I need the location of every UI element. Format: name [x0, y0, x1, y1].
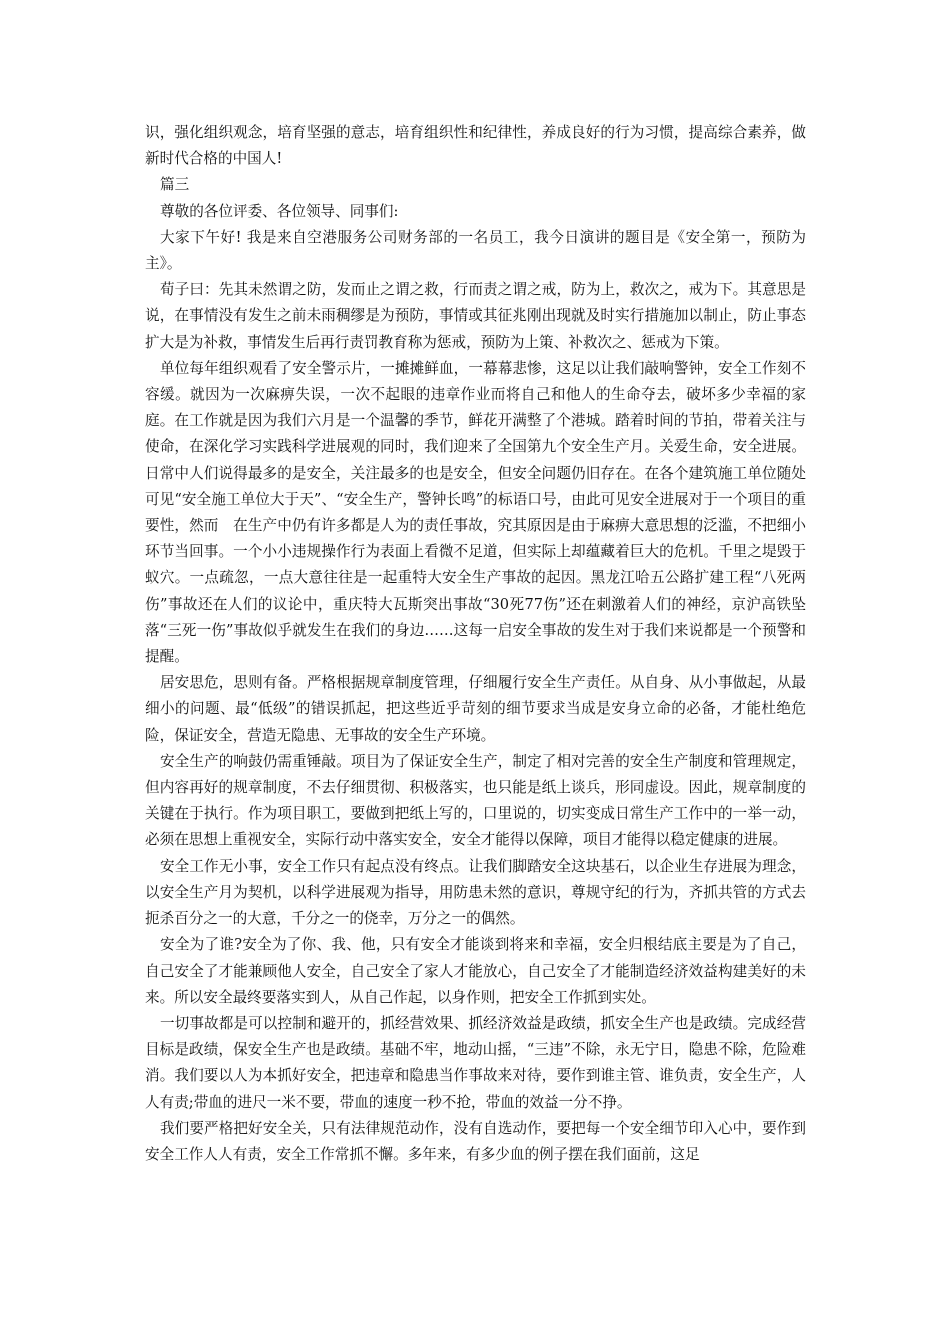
paragraph: 一切事故都是可以控制和避开的，抓经营效果、抓经济效益是政绩，抓安全生产也是政绩。完成经营目标是政绩，保安全生产也是政绩。基础不牢，地动山摇，“三违”不除，永无宁日，隐患不除，危险难消。我们要以人为本抓好安全，把违章和隐患当作事故来对待，要作到谁主管、谁负责，安全生产，人人有责;带血的进尺一米不要，带血的速度一秒不抢，带血的效益一分不挣。: [145, 1014, 806, 1111]
section-heading: 篇三: [160, 176, 190, 194]
paragraph: 我们要严格把好安全关，只有法律规范动作，没有自选动作，要把每一个安全细节印入心中，要作到安全工作人人有责，安全工作常抓不懈。多年来，有多少血的例子摆在我们面前，这足: [145, 1119, 806, 1163]
paragraph: 安全为了谁?安全为了你、我、他，只有安全才能谈到将来和幸福，安全归根结底主要是为了自己，自己安全了才能兼顾他人安全，自己安全了家人才能放心，自己安全了才能制造经济效益构建美好的未来。所以安全最终要落实到人，从自己作起，以身作则，把安全工作抓到实处。: [145, 936, 806, 1006]
paragraph: 大家下午好! 我是来自空港服务公司财务部的一名员工，我今日演讲的题目是《安全第一，预防为主》。: [145, 228, 806, 273]
paragraph: 识，强化组织观念，培育坚强的意志，培育组织性和纪律性，养成良好的行为习惯，提高综合素养，做新时代合格的中国人!: [145, 124, 806, 168]
paragraph: 安全工作无小事，安全工作只有起点没有终点。让我们脚踏安全这块基石，以企业生存进展为理念，以安全生产月为契机，以科学进展观为指导，用防患未然的意识，尊规守纪的行为，齐抓共管的方式去扼杀百分之一的大意，千分之一的侥幸，万分之一的偶然。: [145, 857, 806, 928]
paragraph: 单位每年组织观看了安全警示片，一摊摊鲜血，一幕幕悲惨，这足以让我们敲响警钟，安全工作刻不容缓。就因为一次麻痹失误，一次不起眼的违章作业而将自己和他人的生命夺去，破坏多少幸福的家庭。在工作就是因为我们六月是一个温馨的季节，鲜花开满整了个港城。踏着时间的节拍，带着关注与使命，在深化学习实践科学进展观的同时，我们迎来了全国第九个安全生产月。关爱生命，安全进展。日常中人们说得最多的是安全，关注最多的也是安全，但安全问题仍旧存在。在各个建筑施工单位随处可见“安全施工单位大于天”、“安全生产，警钟长鸣”的标语口号，由此可见安全进展对于一个项目的重要性，然而 在生产中仍有许多都是人为的责任事故，究其原因是由于麻痹大意思想的泛滥，不把细小环节当回事。一个小小违规操作行为表面上看微不足道，但实际上却蕴藏着巨大的危机。千里之堤毁于蚁穴。一点疏忽，一点大意往往是一起重特大安全生产事故的起因。黑龙江哈五公路扩建工程“八死两伤”事故还在人们的议论中，重庆特大瓦斯突出事故“30死77伤”还在刺激着人们的神经，京沪高铁坠落“三死一伤”事故似乎就发生在我们的身边……这每一启安全事故的发生对于我们来说都是一个预警和提醒。: [145, 359, 806, 666]
salutation: 尊敬的各位评委、各位领导、同事们:: [160, 202, 399, 220]
paragraph: 荀子曰：先其未然谓之防，发而止之谓之救，行而责之谓之戒，防为上，救次之，戒为下。其意思是说，在事情没有发生之前未雨稠缪是为预防，事情或其征兆刚出现就及时实行措施加以制止，防止事态扩大是为补救，事情发生后再行责罚教育称为惩戒，预防为上策、补救次之、惩戒为下策。: [145, 281, 806, 351]
paragraph: 安全生产的响鼓仍需重锤敲。项目为了保证安全生产，制定了相对完善的安全生产制度和管理规定，但内容再好的规章制度，不去仔细贯彻、积极落实，也只能是纸上谈兵，形同虚设。因此，规章制度的关键在于执行。作为项目职工，要做到把纸上写的，口里说的，切实变成日常生产工作中的一举一动，必须在思想上重视安全，实际行动中落实安全，安全才能得以保障，项目才能得以稳定健康的进展。: [145, 752, 806, 849]
paragraph: 居安思危，思则有备。严格根据规章制度管理，仔细履行安全生产责任。从自身、从小事做起，从最细小的问题、最“低级”的错误抓起，把这些近乎苛刻的细节要求当成是安身立命的必备，才能杜绝危险，保证安全，营造无隐患、无事故的安全生产环境。: [145, 674, 806, 744]
document-body: [145, 120, 806, 1168]
